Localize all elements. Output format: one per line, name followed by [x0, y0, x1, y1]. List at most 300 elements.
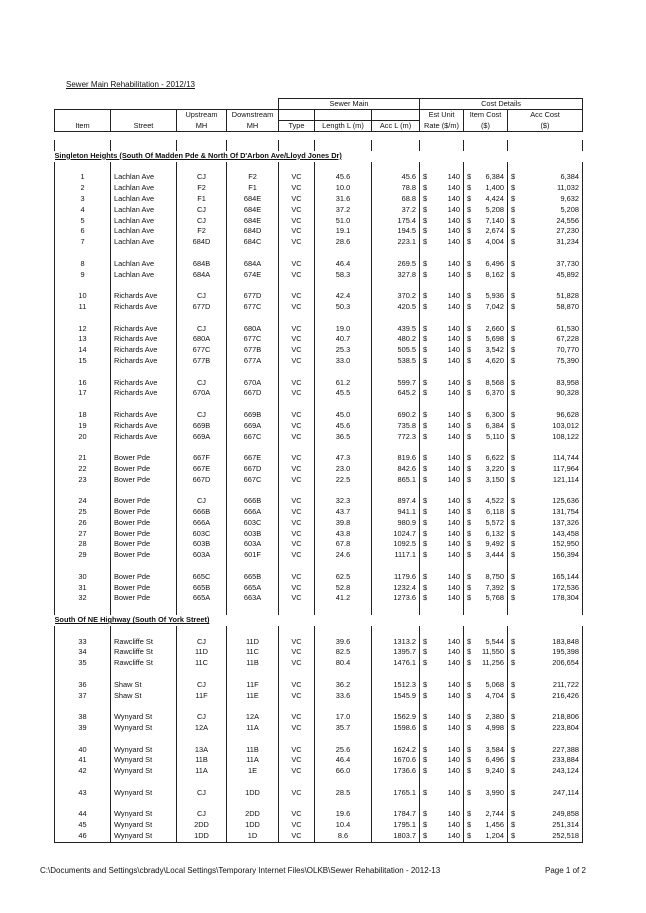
- rate-cell-value: 140: [447, 550, 460, 560]
- item-cell: 38: [55, 712, 111, 723]
- acc-cost-cell-value: 251,314: [552, 820, 579, 830]
- street-cell: Lachlan Ave: [111, 172, 177, 183]
- currency-symbol: $: [423, 496, 428, 506]
- item-cell: 11: [55, 302, 111, 313]
- type-cell: VC: [279, 302, 315, 313]
- item-cost-cell-value: 1,456: [485, 820, 504, 830]
- item-cell: 5: [55, 216, 111, 227]
- currency-symbol: $: [423, 723, 428, 733]
- item-cost-cell-value: 5,110: [486, 431, 504, 441]
- currency-symbol: $: [511, 172, 516, 182]
- rate-cell-value: 140: [447, 647, 460, 657]
- item-cost-cell-value: 8,568: [485, 377, 504, 387]
- upstream-mh-cell: CJ: [177, 216, 227, 227]
- length-cell: 28.6: [315, 237, 372, 248]
- acc-cost-cell: [508, 388, 583, 399]
- type-cell: VC: [279, 637, 315, 648]
- acc-cost-cell: [508, 745, 583, 756]
- currency-symbol: $: [511, 226, 516, 236]
- upstream-mh-cell: 603C: [177, 529, 227, 540]
- rate-cell: [420, 388, 464, 399]
- downstream-mh-cell: 601F: [227, 550, 279, 561]
- item-cost-cell: [464, 496, 508, 507]
- rate-cell-value: 140: [447, 474, 460, 484]
- item-cost-cell: [464, 658, 508, 669]
- table-row: [55, 691, 583, 702]
- currency-symbol: $: [511, 215, 516, 225]
- acc-length-cell: 865.1: [372, 475, 420, 486]
- acc-length-cell: 1512.3: [372, 680, 420, 691]
- upstream-mh-cell: F2: [177, 226, 227, 237]
- acc-cost-cell-value: 249,858: [552, 809, 579, 819]
- downstream-mh-cell: 667C: [227, 475, 279, 486]
- table-row: [55, 216, 583, 227]
- table-row: [55, 270, 583, 281]
- item-cost-cell: [464, 539, 508, 550]
- acc-cost-cell-value: 252,518: [552, 831, 579, 840]
- acc-cost-cell-value: 247,114: [552, 787, 579, 797]
- currency-symbol: $: [467, 431, 472, 441]
- item-cost-cell-value: 4,522: [485, 496, 504, 506]
- downstream-mh-cell: 11B: [227, 658, 279, 669]
- table-row: [55, 334, 583, 345]
- item-cost-cell: [464, 270, 508, 281]
- downstream-mh-cell: 1DD: [227, 788, 279, 799]
- acc-cost-cell-value: 45,892: [556, 269, 579, 279]
- acc-length-cell: 1395.7: [372, 647, 420, 658]
- upstream-mh-cell: CJ: [177, 788, 227, 799]
- acc-cost-cell: [508, 237, 583, 248]
- street-cell: Bower Pde: [111, 583, 177, 594]
- type-cell: VC: [279, 226, 315, 237]
- acc-length-cell: 1795.1: [372, 820, 420, 831]
- table-row: [55, 453, 583, 464]
- length-cell: 33.0: [315, 356, 372, 367]
- acc-cost-cell-value: 117,964: [552, 463, 579, 473]
- acc-cost-cell-value: 96,628: [556, 409, 579, 419]
- item-cost-cell: [464, 712, 508, 723]
- acc-cost-cell-value: 172,536: [552, 582, 579, 592]
- acc-length-cell: 505.5: [372, 345, 420, 356]
- item-cost-cell-value: 5,208: [485, 204, 504, 214]
- table-row: [55, 529, 583, 540]
- acc-cost-cell-value: 70,770: [556, 345, 579, 355]
- acc-length-cell: 819.6: [372, 453, 420, 464]
- upstream-mh-cell: 667F: [177, 453, 227, 464]
- rate-cell-value: 140: [447, 377, 460, 387]
- currency-symbol: $: [467, 539, 472, 549]
- rate-cell-value: 140: [447, 258, 460, 268]
- currency-symbol: $: [511, 269, 516, 279]
- currency-symbol: $: [423, 647, 428, 657]
- upstream-mh-cell: CJ: [177, 637, 227, 648]
- rate-cell: [420, 356, 464, 367]
- acc-cost-cell-value: 67,228: [556, 334, 579, 344]
- item-cell: 40: [55, 745, 111, 756]
- street-cell: Wynyard St: [111, 788, 177, 799]
- acc-cost-cell: [508, 302, 583, 313]
- item-cost-cell: [464, 809, 508, 820]
- currency-symbol: $: [511, 723, 516, 733]
- currency-symbol: $: [511, 204, 516, 214]
- upstream-mh-cell: 1DD: [177, 831, 227, 842]
- section-heading-row: [55, 615, 583, 626]
- length-cell: 32.3: [315, 496, 372, 507]
- upstream-header-line1: Upstream: [177, 110, 227, 121]
- acc-length-cell: 1273.6: [372, 593, 420, 604]
- street-cell: Lachlan Ave: [111, 194, 177, 205]
- acc-length-cell: 175.4: [372, 216, 420, 227]
- upstream-mh-cell: 669A: [177, 432, 227, 443]
- item-cost-cell-value: 3,584: [485, 744, 504, 754]
- item-cost-cell-value: 3,220: [485, 463, 504, 473]
- acc-cost-cell: [508, 345, 583, 356]
- item-cell: 10: [55, 291, 111, 302]
- spacer-row: [55, 442, 583, 453]
- type-cell: VC: [279, 464, 315, 475]
- downstream-mh-cell: 684A: [227, 259, 279, 270]
- acc-cost-cell-value: 103,012: [552, 420, 579, 430]
- currency-symbol: $: [467, 388, 472, 398]
- currency-symbol: $: [423, 431, 428, 441]
- acc-cost-cell: [508, 788, 583, 799]
- rate-cell-value: 140: [447, 766, 460, 776]
- currency-symbol: $: [423, 345, 428, 355]
- street-cell: Richards Ave: [111, 432, 177, 443]
- document-title: Sewer Main Rehabilitation - 2012/13: [66, 80, 195, 89]
- street-cell: Bower Pde: [111, 529, 177, 540]
- currency-symbol: $: [511, 679, 516, 689]
- type-cell: VC: [279, 259, 315, 270]
- table-row: [55, 324, 583, 335]
- section-heading-row: [55, 151, 583, 162]
- currency-symbol: $: [423, 766, 428, 776]
- item-cell: 25: [55, 507, 111, 518]
- length-cell: 39.6: [315, 637, 372, 648]
- rate-cell: [420, 788, 464, 799]
- downstream-mh-cell: 12A: [227, 712, 279, 723]
- currency-symbol: $: [467, 420, 472, 430]
- item-cell: 35: [55, 658, 111, 669]
- downstream-mh-cell: 11D: [227, 637, 279, 648]
- acc-length-cell: 1803.7: [372, 831, 420, 842]
- downstream-mh-cell: 684E: [227, 216, 279, 227]
- item-cost-cell: [464, 507, 508, 518]
- upstream-mh-cell: 665A: [177, 593, 227, 604]
- rate-cell-value: 140: [447, 334, 460, 344]
- item-cell: 42: [55, 766, 111, 777]
- table-row: [55, 496, 583, 507]
- downstream-mh-cell: 677B: [227, 345, 279, 356]
- type-cell: VC: [279, 539, 315, 550]
- type-cell: VC: [279, 205, 315, 216]
- upstream-mh-cell: CJ: [177, 809, 227, 820]
- acc-cost-cell-value: 156,394: [552, 550, 579, 560]
- item-cell: 15: [55, 356, 111, 367]
- currency-symbol: $: [423, 301, 428, 311]
- currency-symbol: $: [467, 658, 472, 668]
- street-cell: Richards Ave: [111, 345, 177, 356]
- acc-length-cell: 1232.4: [372, 583, 420, 594]
- acc-cost-cell: [508, 475, 583, 486]
- currency-symbol: $: [511, 636, 516, 646]
- spacer-row: [55, 162, 583, 173]
- currency-symbol: $: [423, 679, 428, 689]
- type-cell: VC: [279, 518, 315, 529]
- acc-cost-cell-value: 178,304: [552, 593, 579, 603]
- rate-cell-value: 140: [447, 463, 460, 473]
- currency-symbol: $: [467, 809, 472, 819]
- downstream-mh-cell: 677A: [227, 356, 279, 367]
- table-row: [55, 820, 583, 831]
- street-cell: Shaw St: [111, 691, 177, 702]
- acc-cost-cell-value: 243,124: [552, 766, 579, 776]
- street-cell: Bower Pde: [111, 593, 177, 604]
- currency-symbol: $: [467, 582, 472, 592]
- currency-symbol: $: [423, 172, 428, 182]
- type-cell: VC: [279, 831, 315, 842]
- length-header: Length L (m): [315, 121, 372, 132]
- item-cell: 8: [55, 259, 111, 270]
- downstream-mh-cell: 684D: [227, 226, 279, 237]
- downstream-mh-cell: 603A: [227, 539, 279, 550]
- item-cost-cell-value: 3,444: [485, 550, 504, 560]
- item-cost-cell: [464, 529, 508, 540]
- currency-symbol: $: [467, 690, 472, 700]
- rate-cell: [420, 658, 464, 669]
- acc-cost-cell-value: 5,208: [560, 204, 579, 214]
- type-cell: VC: [279, 550, 315, 561]
- type-cell: VC: [279, 583, 315, 594]
- item-cost-cell: [464, 572, 508, 583]
- acc-cost-cell-value: 58,870: [556, 301, 579, 311]
- item-cost-cell: [464, 237, 508, 248]
- length-cell: 33.6: [315, 691, 372, 702]
- length-cell: 39.8: [315, 518, 372, 529]
- street-cell: Bower Pde: [111, 496, 177, 507]
- street-cell: Wynyard St: [111, 809, 177, 820]
- upstream-mh-cell: 666B: [177, 507, 227, 518]
- table-row: [55, 302, 583, 313]
- length-cell: 36.5: [315, 432, 372, 443]
- acc-length-cell: 1670.6: [372, 755, 420, 766]
- item-cost-cell: [464, 410, 508, 421]
- spacer-row: [55, 669, 583, 680]
- rate-cell: [420, 518, 464, 529]
- upstream-mh-cell: CJ: [177, 172, 227, 183]
- acc-cost-cell: [508, 291, 583, 302]
- item-cost-cell-value: 4,704: [485, 690, 504, 700]
- item-cost-cell: [464, 550, 508, 561]
- acc-length-cell: 1545.9: [372, 691, 420, 702]
- acc-cost-cell-value: 27,230: [556, 226, 579, 236]
- length-cell: 37.2: [315, 205, 372, 216]
- rate-cell: [420, 194, 464, 205]
- item-cost-cell: [464, 453, 508, 464]
- item-cost-cell: [464, 388, 508, 399]
- rate-cell-value: 140: [447, 269, 460, 279]
- length-cell: 51.0: [315, 216, 372, 227]
- item-cell: 6: [55, 226, 111, 237]
- rate-cell-value: 140: [447, 183, 460, 193]
- currency-symbol: $: [423, 755, 428, 765]
- currency-symbol: $: [511, 193, 516, 203]
- acc-cost-header-line2: ($): [508, 121, 583, 132]
- acc-cost-cell: [508, 464, 583, 475]
- currency-symbol: $: [467, 496, 472, 506]
- type-cell: VC: [279, 496, 315, 507]
- acc-cost-cell-value: 137,326: [552, 517, 579, 527]
- downstream-mh-cell: 11F: [227, 680, 279, 691]
- table-row: [55, 410, 583, 421]
- currency-symbol: $: [511, 258, 516, 268]
- currency-symbol: $: [511, 345, 516, 355]
- downstream-mh-cell: 666A: [227, 507, 279, 518]
- rate-cell-value: 140: [447, 517, 460, 527]
- rate-cell-value: 140: [447, 237, 460, 247]
- acc-cost-cell: [508, 723, 583, 734]
- rate-cell: [420, 334, 464, 345]
- rate-cell: [420, 496, 464, 507]
- item-cost-cell-value: 5,936: [485, 291, 504, 301]
- type-cell: VC: [279, 216, 315, 227]
- table-row: [55, 658, 583, 669]
- acc-cost-cell-value: 227,388: [552, 744, 579, 754]
- currency-symbol: $: [423, 334, 428, 344]
- acc-cost-cell: [508, 831, 583, 842]
- item-cell: 30: [55, 572, 111, 583]
- upstream-mh-cell: 680A: [177, 334, 227, 345]
- acc-cost-cell-value: 6,384: [560, 172, 579, 182]
- length-cell: 41.2: [315, 593, 372, 604]
- type-cell: VC: [279, 475, 315, 486]
- street-cell: Lachlan Ave: [111, 259, 177, 270]
- table-row: [55, 755, 583, 766]
- rate-header-line2: Rate ($/m): [420, 121, 464, 132]
- upstream-mh-cell: 13A: [177, 745, 227, 756]
- item-cost-cell: [464, 183, 508, 194]
- currency-symbol: $: [467, 172, 472, 182]
- section-title: Singleton Heights (South Of Madden Pde & North Of D'Arbon Ave/Lloyd Jones Dr): [54, 150, 342, 160]
- item-cost-header-line2: ($): [464, 121, 508, 132]
- acc-length-cell: 327.8: [372, 270, 420, 281]
- item-cost-cell-value: 5,698: [485, 334, 504, 344]
- currency-symbol: $: [423, 237, 428, 247]
- rate-cell: [420, 270, 464, 281]
- item-cell: 32: [55, 593, 111, 604]
- rate-cell-value: 140: [447, 658, 460, 668]
- street-cell: Bower Pde: [111, 518, 177, 529]
- item-cost-cell-value: 11,256: [481, 658, 504, 668]
- spacer-row: [55, 399, 583, 410]
- acc-length-cell: 1024.7: [372, 529, 420, 540]
- downstream-mh-cell: 684E: [227, 194, 279, 205]
- rate-cell-value: 140: [447, 204, 460, 214]
- item-cell: 24: [55, 496, 111, 507]
- upstream-mh-cell: 11A: [177, 766, 227, 777]
- rate-cell-value: 140: [447, 323, 460, 333]
- currency-symbol: $: [511, 744, 516, 754]
- item-cost-cell: [464, 324, 508, 335]
- item-cell: 1: [55, 172, 111, 183]
- rate-cell-value: 140: [447, 679, 460, 689]
- item-cell: 34: [55, 647, 111, 658]
- type-cell: VC: [279, 755, 315, 766]
- currency-symbol: $: [511, 431, 516, 441]
- table-row: [55, 831, 583, 842]
- downstream-header-line1: Downstream: [227, 110, 279, 121]
- length-cell: 80.4: [315, 658, 372, 669]
- acc-length-cell: 1562.9: [372, 712, 420, 723]
- acc-length-cell: 941.1: [372, 507, 420, 518]
- item-cell: 13: [55, 334, 111, 345]
- item-cost-cell-value: 7,392: [485, 582, 504, 592]
- street-cell: Rawcliffe St: [111, 658, 177, 669]
- item-cost-cell: [464, 205, 508, 216]
- currency-symbol: $: [511, 474, 516, 484]
- currency-symbol: $: [423, 193, 428, 203]
- spacer-row: [55, 486, 583, 497]
- rate-cell-value: 140: [447, 507, 460, 517]
- currency-symbol: $: [467, 528, 472, 538]
- street-cell: Rawcliffe St: [111, 637, 177, 648]
- item-cost-cell: [464, 723, 508, 734]
- acc-cost-cell: [508, 324, 583, 335]
- currency-symbol: $: [423, 636, 428, 646]
- item-cost-cell-value: 5,068: [485, 679, 504, 689]
- rate-cell: [420, 453, 464, 464]
- upstream-header-line2: MH: [177, 121, 227, 132]
- currency-symbol: $: [511, 517, 516, 527]
- currency-symbol: $: [423, 453, 428, 463]
- street-header: Street: [111, 121, 177, 132]
- rate-cell: [420, 637, 464, 648]
- rate-cell: [420, 745, 464, 756]
- currency-symbol: $: [511, 420, 516, 430]
- length-cell: 10.4: [315, 820, 372, 831]
- currency-symbol: $: [423, 183, 428, 193]
- acc-cost-cell-value: 216,426: [552, 690, 579, 700]
- acc-length-cell: 897.4: [372, 496, 420, 507]
- acc-cost-cell: [508, 647, 583, 658]
- rate-cell: [420, 766, 464, 777]
- table-row: [55, 464, 583, 475]
- currency-symbol: $: [423, 517, 428, 527]
- currency-symbol: $: [423, 215, 428, 225]
- acc-cost-cell: [508, 421, 583, 432]
- rate-cell-value: 140: [447, 345, 460, 355]
- street-cell: Bower Pde: [111, 507, 177, 518]
- acc-cost-cell-value: 37,730: [556, 258, 579, 268]
- currency-symbol: $: [467, 463, 472, 473]
- type-cell: VC: [279, 194, 315, 205]
- acc-cost-cell: [508, 378, 583, 389]
- currency-symbol: $: [423, 528, 428, 538]
- item-cell: 21: [55, 453, 111, 464]
- item-cost-cell: [464, 194, 508, 205]
- item-cost-cell-value: 6,496: [485, 258, 504, 268]
- currency-symbol: $: [423, 820, 428, 830]
- currency-symbol: $: [467, 766, 472, 776]
- rate-cell: [420, 820, 464, 831]
- currency-symbol: $: [511, 647, 516, 657]
- item-cost-cell: [464, 432, 508, 443]
- currency-symbol: $: [423, 831, 428, 840]
- length-cell: 31.6: [315, 194, 372, 205]
- street-cell: Lachlan Ave: [111, 237, 177, 248]
- item-cell: 3: [55, 194, 111, 205]
- currency-symbol: $: [511, 323, 516, 333]
